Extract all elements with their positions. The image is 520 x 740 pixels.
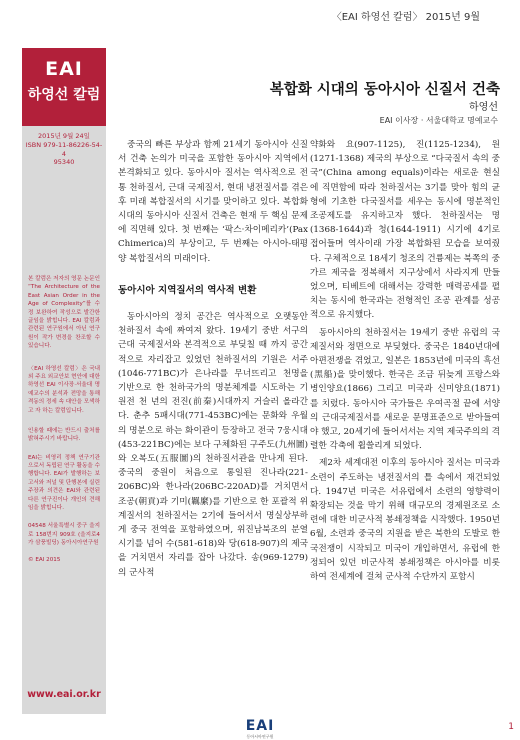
- brand-top: EAI: [45, 58, 83, 80]
- paragraph: 제2차 세계대전 이후의 동아시아 질서는 미국과 소련이 주도하는 냉전질서의 틀 속에서 재건되었다. 1947년 미국은 서유럽에서 소련의 영향력이 확장되는 것을 막기 위해 대규모의 경제원조로 소련에 대한 비군사적 봉쇄정책을 시작했다. 1950년 6월, 소련과 중국의 지원을 받은 북한의 도발로 한국전쟁이 시작되고 미국이 개입하면서, 유럽에 한정되어 있던 비군사적 봉쇄정책은 아시아를 비롯하여 전세계에 걸쳐 군사적 수단까지 포함시: [310, 458, 500, 583]
- sidebar-address: 04548 서울특별시 중구 을지로 158번지 909호 (을지로4가 삼풍빌딩) 동아시아연구원: [28, 523, 100, 547]
- meta-isbn: ISBN 979-11-86226-54-4: [25, 140, 103, 158]
- sidebar-note: 본 칼럼은 저자의 영문 논문인 “The Architecture of the East Asian Order in the Age of Complexity”를 수정 보완하여 작성으로 발간한 글임을 밝힙니다. EAI 칼럼과 관련된 연구원에서 아닌 연구원이 작가 변경을 찬조할 수 있습니다.: [28, 276, 100, 350]
- sidebar-note: EAI는 비영리 정책 연구기관으로서 독립된 연구 활동을 수행합니다. EAI가 발행하는 보고서와 저널 및 단행본에 실린 주장과 의견은 EAI와 관련된 다른 연구진이나 개인의 견해임을 밝힙니다.: [28, 454, 100, 512]
- paragraph: 동아시아의 천하질서는 19세기 중반 유럽의 국제질서와 정면으로 부딪혔다. 중국은 1840년대에 아편전쟁을 겪었고, 일본은 1853년에 미국의 흑선(黑船)을 맞이했다. 한국은 조금 뒤늦게 프랑스와 병인양요(1866) 그리고 미국과 신미양요(1871)를 치렀다. 동아시아 국가들은 우여곡절 끝에 서양의 근대국제질서를 새로운 문명표준으로 받아들여야 했고, 20세기에 들어서서는 지역 제국주의의 격렬한 각축에 휩쓸리게 되었다.: [310, 327, 500, 452]
- sidebar-note: 인용할 때에는 반드시 출처를 밝혀주시기 바랍니다.: [28, 427, 100, 443]
- section-heading: 동아시아 지역질서의 역사적 변환: [118, 284, 257, 296]
- brand-block: [22, 48, 106, 126]
- brand-bottom: 하영선 칼럼: [27, 87, 101, 103]
- article-title: 복합화 시대의 동아시아 신질서 건축: [269, 82, 500, 98]
- meta-date: 2015년 9월 24일: [38, 132, 90, 140]
- running-title: 〈EAI 하영선 칼럼〉 2015년 9월: [331, 12, 480, 23]
- running-header: [0, 0, 520, 26]
- article-column-left: [118, 138, 308, 703]
- website-link[interactable]: www.eai.or.kr: [27, 689, 101, 700]
- logo-mark: EAI: [245, 718, 275, 734]
- paragraph: 중국의 빠른 부상과 함께 21세기 동아시아 신질서 건축 논의가 미국을 포함한 동아시아 지역에서 본격화되고 있다. 동아시아 질서는 역사적으로 전통 천하질서, 근대 국제질서, 현대 냉전질서를 겪은 후 미래 복합질서의 시기를 맞이하고 있다. 복합화 시대의 동아시아 신질서 건축은 현재 두 핵심 문제에 직면해 있다. 첫 번째는 ‘팍스·차이메리카’(Pax Chimerica)의 부상이고, 두 번째는 아시아-태평양 복합질서의 미래이다.: [118, 140, 308, 264]
- article-author: 하영선: [469, 102, 498, 113]
- sidebar-note: 〈EAI 하영선 칼럼〉은 국내외 주요 외교안보 현안에 대한 하영선 EAI 이사장·서울대 명예교수의 분석과 전망을 통해 격동의 정세 속 대안을 모색하고 자 하는 칼럼입니다.: [28, 365, 100, 414]
- article-affiliation: EAI 이사장 · 서울대학교 명예교수: [379, 116, 498, 125]
- sidebar-notes: [22, 275, 106, 564]
- article-column-right: [310, 138, 500, 703]
- meta-code: 95340: [53, 158, 75, 167]
- logo-subtitle: 동아시아연구원: [246, 734, 274, 739]
- paragraph: 동아시아의 정치 공간은 역사적으로 오랫동안 천하질서 속에 짜여져 왔다. 19세기 중반 서구의 근대 국제질서와 본격적으로 부딪칠 때 까지 공간적으로 자리잡고 있었던 천하질서의 기원은 서주(1046-771BC)가 은나라를 무너뜨리고 천명을 기반으로 한 천하국가의 명분체계를 시도하는 기원전 천 년의 전진(前秦)시대까지 거슬러 올라간다. 춘추 5패시대(771-453BC)에는 문화와 우월의 명분으로 하는 화이관이 등장하고 전국 7웅시대(453-221BC)에는 보다 구체화된 구주도(九州圖)와 오복도(五服圖)의 천하질서관을 만나게 된다. 중국의 중원이 처음으로 통일된 진나라(221-206BC)와 한나라(206BC-220AD)를 거치면서 조공(朝貢)과 기미(羈縻)를 기반으로 한 포괄적 위계질서의 천하질서는 2기에 들어서서 명실상부하게 중국 전역을 포함하였으며, 위진남북조의 분열시기를 넘어 수(581-618)와 당(618-907)의 제국을 거치면서 자리를 잡아 나갔다. 송(969-1279)의 군사적: [118, 312, 308, 578]
- sidebar-copyright: © EAI 2015: [28, 556, 61, 563]
- publication-meta: [22, 126, 106, 167]
- paragraph: 약화와 요(907-1125), 진(1125-1234), 원(1271-1368) 제국의 부상으로 “다국질서 속의 중국”(China among equals)이라는 새로운 현실에 직면함에 따라 천하질서는 3기를 맞아 힘의 균형에 기초한 다국질서를 세우는 동시에 명분적인 조공제도를 유지하고자 했다. 천하질서는 명(1368-1644)과 청(1644-1911) 시기에 4기로 접어들며 역사이래 가장 복합화된 모습을 보여줬다. 구체적으로 18세기 청조의 건륭제는 북쪽의 중가르 제국을 정복해서 지구상에서 사라지게 만들었으며, 티베트에 대해서는 강력한 매력공세를 펼치는 동시에 한국과는 전형적인 조공 관계를 성공적으로 유지했다.: [310, 140, 500, 321]
- eai-logo: [236, 718, 284, 740]
- sidebar: [22, 48, 106, 714]
- page-number: 1: [508, 722, 514, 732]
